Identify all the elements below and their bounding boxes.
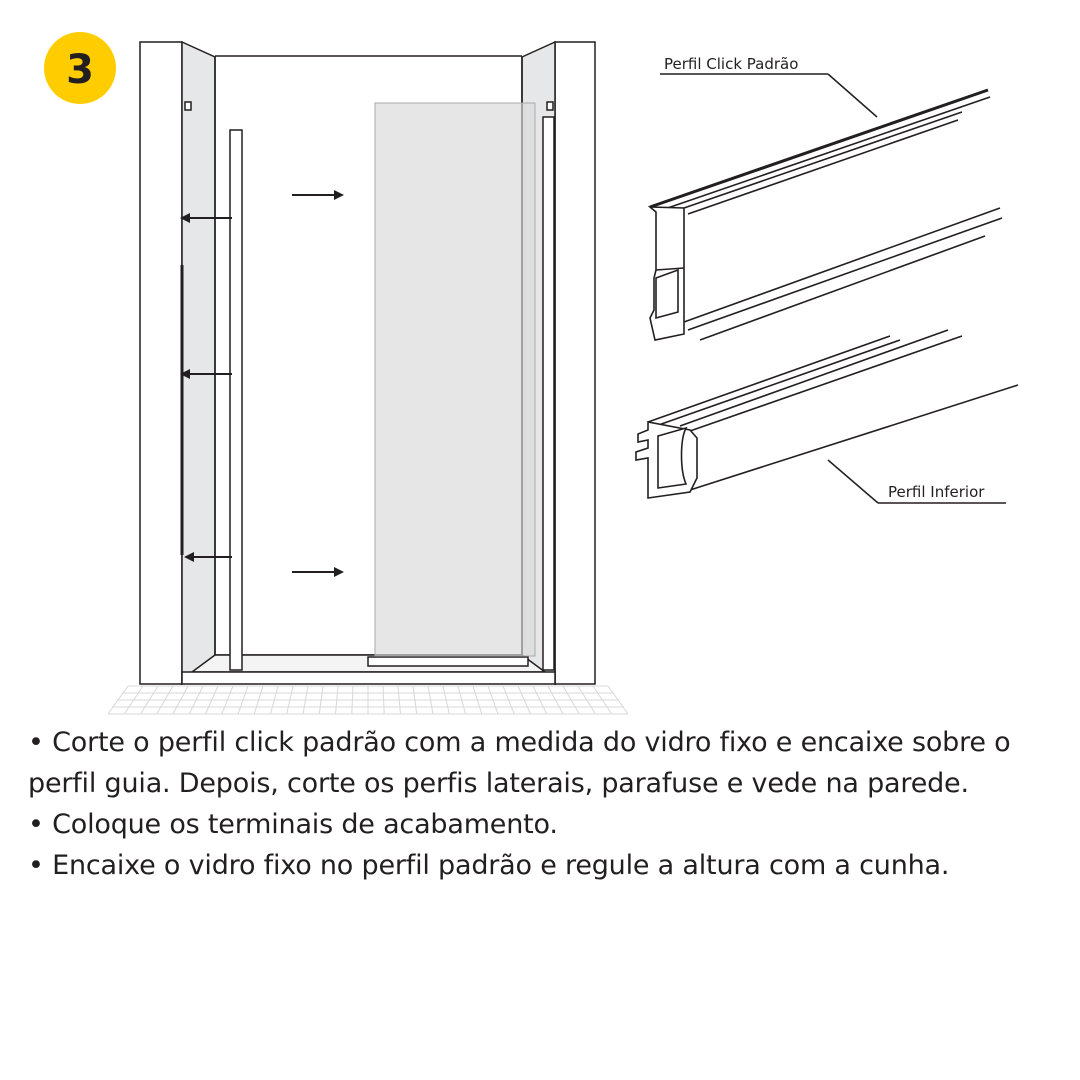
bottom-profile-illustration [636, 330, 1018, 498]
floor-tiles [108, 686, 628, 714]
fixed-glass-panel [375, 103, 535, 656]
step-number: 3 [66, 47, 94, 93]
step-badge [44, 32, 116, 104]
instructions [28, 722, 1068, 886]
left-wall [140, 42, 215, 684]
click-profile-callout [660, 55, 877, 117]
instruction-3: • Encaixe o vidro fixo no perfil padrão e regule a altura com a cunha. [28, 850, 950, 881]
right-side-profile [543, 102, 554, 670]
click-profile-illustration [650, 90, 1002, 340]
instruction-1: • Corte o perfil click padrão com a medida do vidro fixo e encaixe sobre o perfil guia. Depois, corte os perfis laterais, parafuse e vede na parede. [28, 727, 1011, 799]
bottom-profile-label: Perfil Inferior [888, 483, 985, 501]
bottom-profile-callout [828, 460, 1006, 503]
click-profile-label: Perfil Click Padrão [664, 55, 799, 73]
instruction-2: • Coloque os terminais de acabamento. [28, 809, 558, 840]
